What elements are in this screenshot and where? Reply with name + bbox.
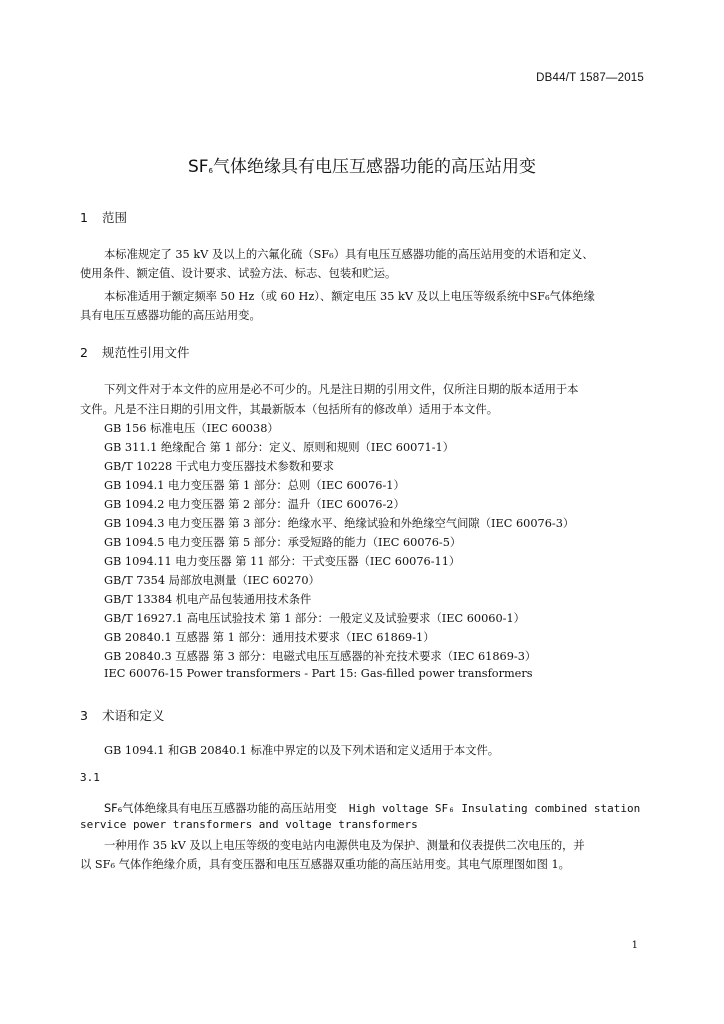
section-number: 2 — [80, 345, 88, 360]
scope-paragraph-2-line-1: 本标准适用于额定频率 50 Hz（或 60 Hz）、额定电压 35 kV 及以上电压等级系统中SF₆气体绝缘 — [104, 290, 595, 303]
page-number: 1 — [631, 940, 638, 951]
reference-item: GB 1094.1 电力变压器 第 1 部分：总则（IEC 60076-1） — [104, 479, 405, 492]
reference-item: GB/T 13384 机电产品包装通用技术条件 — [104, 593, 312, 606]
section-1-heading — [80, 208, 127, 226]
term-heading — [104, 799, 640, 817]
term-definition-line-1: 一种用作 35 kV 及以上电压等级的变电站内电源供电及为保护、测量和仪表提供二次电压的，并 — [104, 839, 585, 852]
references-intro-line-2: 文件。凡是不注日期的引用文件，其最新版本（包括所有的修改单）适用于本文件。 — [80, 403, 498, 416]
reference-item: GB 20840.1 互感器 第 1 部分：通用技术要求（IEC 61869-1） — [104, 631, 435, 644]
title-text: 气体绝缘具有电压互感器功能的高压站用变 — [213, 157, 537, 177]
reference-item: GB/T 7354 局部放电测量（IEC 60270） — [104, 574, 320, 587]
reference-item: GB 311.1 绝缘配合 第 1 部分：定义、原则和规则（IEC 60071-1） — [104, 441, 455, 454]
title-prefix: SF — [187, 157, 209, 177]
section-2-heading — [80, 343, 190, 361]
section-title: 范围 — [102, 210, 128, 225]
reference-item: GB/T 10228 干式电力变压器技术参数和要求 — [104, 460, 334, 473]
term-english-line-1: High voltage SF₆ Insulating combined station — [348, 802, 641, 815]
page-title — [0, 152, 724, 177]
reference-item: IEC 60076-15 Power transformers - Part 15: Gas-filled power transformers — [104, 667, 533, 680]
section-title: 规范性引用文件 — [102, 345, 190, 360]
document-code: DB44/T 1587—2015 — [536, 72, 644, 84]
scope-paragraph-1-line-1: 本标准规定了 35 kV 及以上的六氟化硫（SF₆）具有电压互感器功能的高压站用变的术语和定义、 — [104, 248, 594, 261]
clause-number: 3.1 — [80, 771, 100, 784]
reference-item: GB 1094.11 电力变压器 第 11 部分：干式变压器（IEC 60076-11） — [104, 555, 461, 568]
scope-paragraph-1-line-2: 使用条件、额定值、设计要求、试验方法、标志、包装和贮运。 — [80, 267, 397, 280]
title-subscript: 6 — [208, 167, 214, 175]
term-definition-line-2: 以 SF₆ 气体作绝缘介质，具有变压器和电压互感器双重功能的高压站用变。其电气原理图如图 1。 — [80, 858, 570, 871]
section-3-heading — [80, 706, 165, 724]
scope-paragraph-2-line-2: 具有电压互感器功能的高压站用变。 — [80, 309, 261, 322]
reference-item: GB/T 16927.1 高电压试验技术 第 1 部分：一般定义及试验要求（IEC 60060-1） — [104, 612, 525, 625]
reference-item: GB 1094.2 电力变压器 第 2 部分：温升（IEC 60076-2） — [104, 498, 405, 511]
term-chinese: SF₆气体绝缘具有电压互感器功能的高压站用变 — [104, 802, 337, 815]
term-english-line-2: service power transformers and voltage transformers — [80, 818, 418, 831]
terms-intro: GB 1094.1 和GB 20840.1 标准中界定的以及下列术语和定义适用于本文件。 — [104, 744, 500, 757]
section-title: 术语和定义 — [102, 708, 165, 723]
reference-item: GB 1094.5 电力变压器 第 5 部分：承受短路的能力（IEC 60076-5） — [104, 536, 462, 549]
section-number: 1 — [80, 210, 88, 225]
section-number: 3 — [80, 708, 88, 723]
references-intro-line-1: 下列文件对于本文件的应用是必不可少的。凡是注日期的引用文件，仅所注日期的版本适用于本 — [104, 383, 579, 396]
reference-item: GB 156 标准电压（IEC 60038） — [104, 422, 279, 435]
reference-item: GB 20840.3 互感器 第 3 部分：电磁式电压互感器的补充技术要求（IEC 61869-3） — [104, 650, 537, 663]
reference-item: GB 1094.3 电力变压器 第 3 部分：绝缘水平、绝缘试验和外绝缘空气间隙（IEC 60076-3） — [104, 517, 575, 530]
